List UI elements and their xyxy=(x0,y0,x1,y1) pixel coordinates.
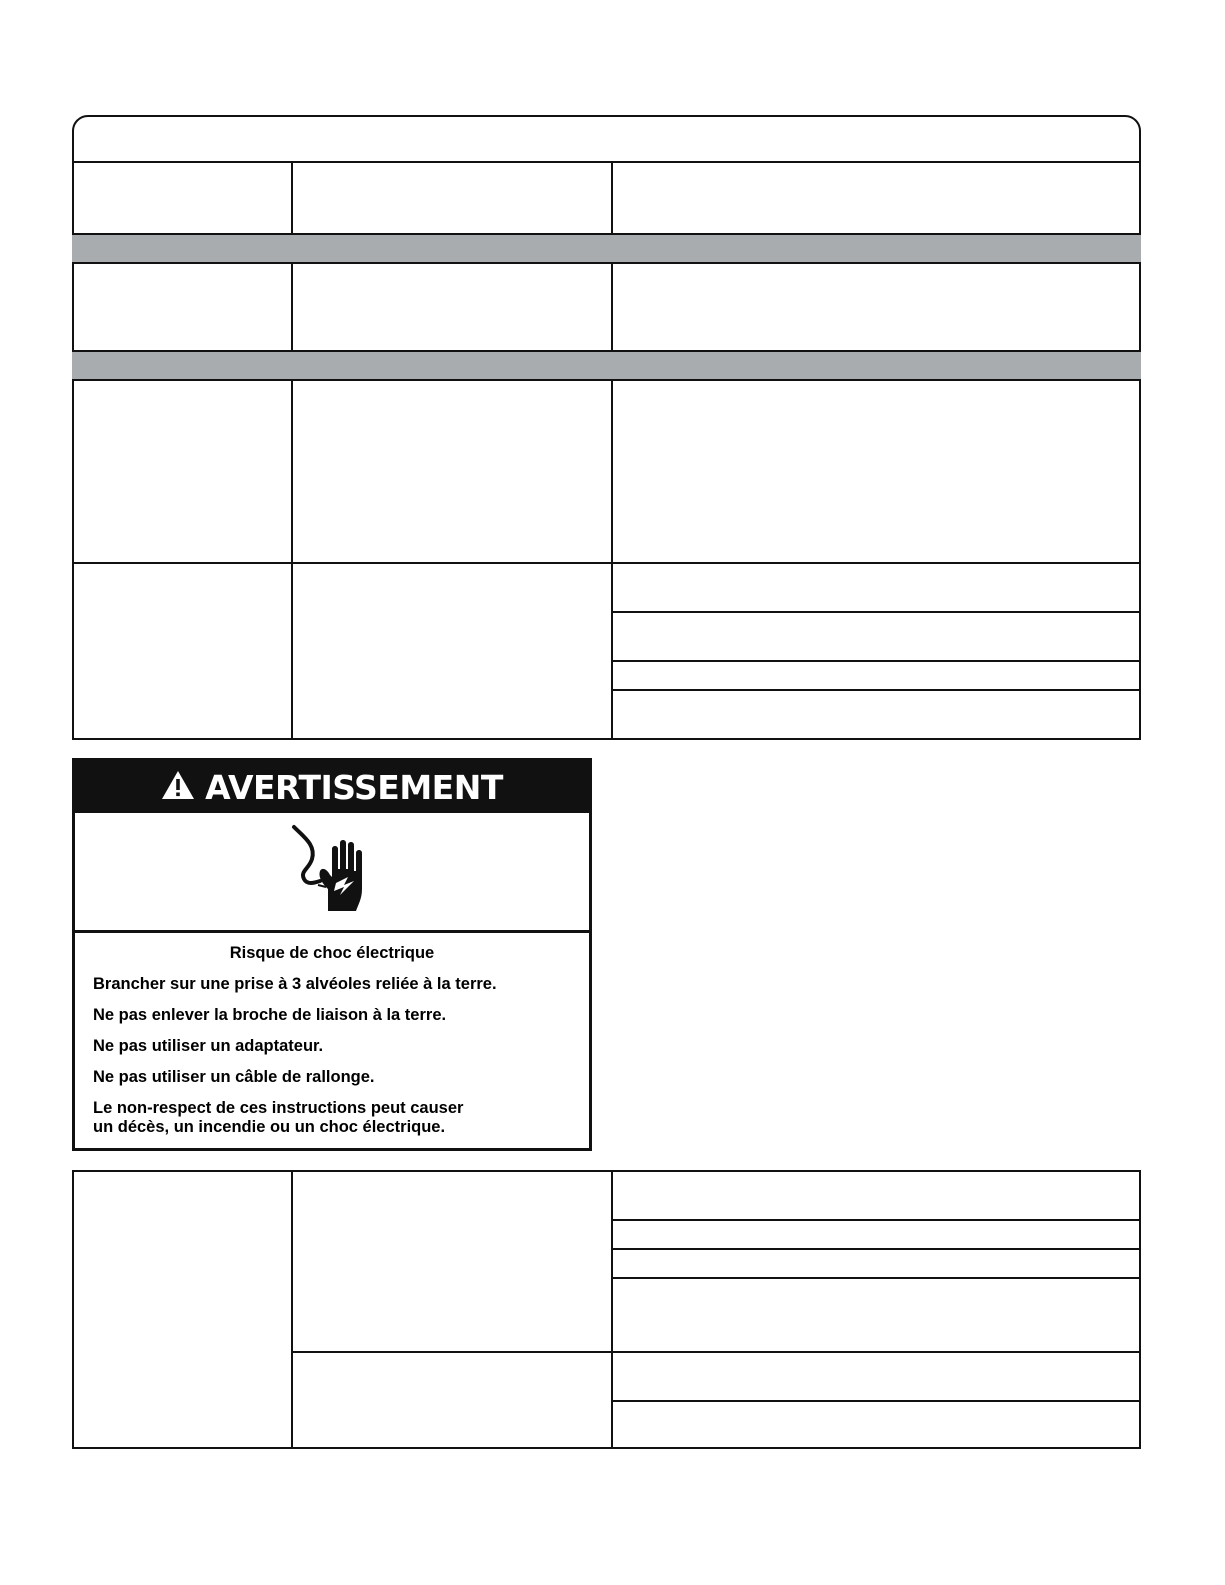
warning-instruction: Ne pas utiliser un adaptateur. xyxy=(93,1037,324,1055)
column-divider xyxy=(291,1170,293,1449)
column-divider xyxy=(291,264,293,350)
table-subrow-rule xyxy=(611,1277,1141,1279)
table-header-rule xyxy=(72,161,1141,163)
table-subrow-rule xyxy=(611,611,1141,613)
table-row-rule xyxy=(72,562,1141,564)
warning-signal-word: AVERTISSEMENT xyxy=(205,767,503,807)
hazard-symbol-area xyxy=(75,813,589,933)
table-subrow-rule xyxy=(611,1248,1141,1250)
warning-triangle-icon xyxy=(161,770,195,805)
warning-instruction: Brancher sur une prise à 3 alvéoles reliée à la terre. xyxy=(93,975,497,993)
table-subrow-rule xyxy=(611,689,1141,691)
column-divider xyxy=(611,381,613,740)
troubleshooting-table-bottom xyxy=(72,1170,1141,1449)
warning-consequence: Le non-respect de ces instructions peut causer un décès, un incendie ou un choc électrique. xyxy=(93,1099,464,1136)
table-subrow-rule xyxy=(611,660,1141,662)
warning-header xyxy=(75,761,589,813)
electrical-shock-hand-icon xyxy=(282,819,382,924)
troubleshooting-table-top xyxy=(72,115,1141,740)
section-band xyxy=(72,350,1141,381)
table-subrow-rule xyxy=(611,1400,1141,1402)
warning-subtitle: Risque de choc électrique xyxy=(229,944,435,962)
table-subrow-rule xyxy=(611,1219,1141,1221)
column-divider xyxy=(611,1170,613,1449)
column-divider xyxy=(291,381,293,740)
table-row-rule xyxy=(291,1351,1141,1353)
column-divider xyxy=(611,264,613,350)
electrical-shock-warning xyxy=(72,758,592,1151)
column-divider xyxy=(611,161,613,233)
column-divider xyxy=(291,161,293,233)
warning-instruction: Ne pas enlever la broche de liaison à la terre. xyxy=(93,1006,447,1024)
section-band xyxy=(72,233,1141,264)
warning-body xyxy=(93,944,571,1137)
warning-instruction: Ne pas utiliser un câble de rallonge. xyxy=(93,1068,375,1086)
